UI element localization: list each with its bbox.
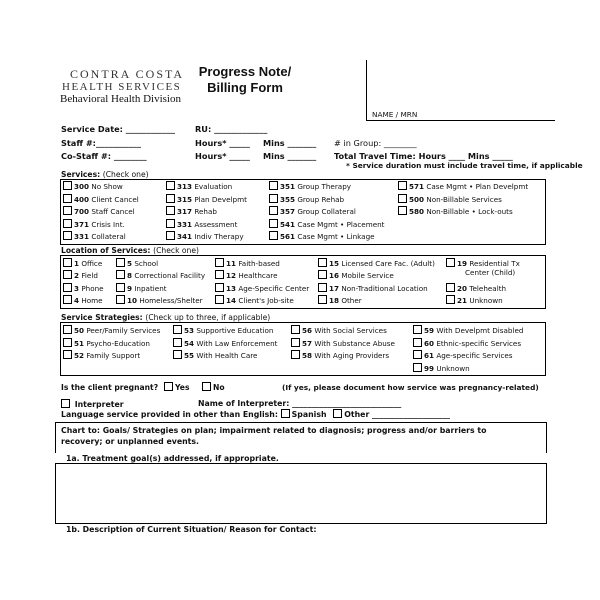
staff-field[interactable]: Staff #:___________ (61, 138, 141, 148)
location-label: Healthcare (238, 271, 278, 281)
service-label: No Show (91, 182, 123, 191)
strategy-checkbox-50[interactable] (63, 325, 72, 334)
service-label: Group Rehab (297, 194, 345, 204)
service-code: 571 (409, 182, 425, 191)
location-code: 4 (74, 295, 80, 305)
location-label: School (134, 259, 159, 268)
strategy-label: Unknown (436, 363, 470, 373)
service-code: 561 (280, 232, 296, 242)
location-checkbox-19[interactable] (446, 258, 455, 267)
travel-time-field[interactable]: Total Travel Time: Hours ____ Mins _____ (334, 151, 513, 161)
interpreter-option[interactable] (61, 399, 124, 409)
service-code: 331 (177, 219, 193, 229)
strategy-code: 51 (74, 338, 85, 348)
strategy-label: With Develpmt Disabled (436, 326, 524, 335)
duration-note: * Service duration must include travel time, if applicable (346, 161, 583, 170)
strategy-option-99[interactable] (413, 363, 470, 373)
pregnant-yes-label: Yes (175, 383, 190, 392)
service-checkbox-355[interactable] (269, 194, 278, 203)
location-code: 13 (226, 283, 237, 293)
location-checkbox-13[interactable] (215, 283, 224, 292)
service-label: Rehab (194, 207, 217, 217)
strategy-label: With Aging Providers (314, 351, 390, 360)
strategy-option-53[interactable] (173, 325, 273, 335)
location-option-19[interactable] (446, 258, 520, 268)
strategy-option-50[interactable] (63, 325, 160, 335)
location-checkbox-15[interactable] (318, 258, 327, 267)
location-option-14[interactable] (215, 295, 294, 305)
location-label: Homeless/Shelter (139, 295, 203, 305)
strategy-label: Ethnic-specific Services (436, 338, 522, 348)
current-situation-label: 1b. Description of Current Situation/ Reason for Contact: (66, 525, 317, 534)
ru-field[interactable]: RU: _____________ (195, 124, 268, 134)
service-checkbox-700[interactable] (63, 206, 72, 215)
service-label: Case Mgmt • Plan Develpmt (426, 182, 529, 191)
strategy-checkbox-51[interactable] (63, 338, 72, 347)
service-option-355[interactable] (269, 194, 344, 204)
strategy-code: 53 (184, 326, 195, 335)
mins-field-1[interactable]: Mins _______ (263, 138, 317, 148)
service-option-317[interactable] (166, 206, 217, 216)
location-code: 5 (127, 259, 133, 268)
service-code: 313 (177, 182, 193, 191)
treatment-goals-label: 1a. Treatment goal(s) addressed, if appropriate. (66, 454, 279, 463)
service-label: Group Collateral (297, 207, 356, 217)
location-option-17[interactable] (318, 283, 428, 293)
service-code: 351 (280, 182, 296, 191)
location-code: 12 (226, 271, 237, 281)
strategy-code: 58 (302, 351, 313, 360)
strategy-label: Age-specific Services (436, 351, 513, 360)
strategy-label: With Social Services (314, 326, 387, 335)
service-option-313[interactable] (166, 181, 232, 191)
service-option-315[interactable] (166, 194, 247, 204)
location-code: 18 (329, 295, 340, 305)
strategy-option-52[interactable] (63, 350, 140, 360)
location-code: 11 (226, 259, 237, 268)
location-option-5[interactable] (116, 258, 158, 268)
pregnant-yes-checkbox[interactable] (164, 382, 173, 391)
strategy-label: With Health Care (196, 351, 258, 360)
service-checkbox-331[interactable] (63, 231, 72, 240)
service-option-371[interactable] (63, 219, 125, 229)
division-name: Behavioral Health Division (60, 93, 181, 105)
location-19-label-line2: Center (Child) (465, 268, 516, 277)
service-option-341[interactable] (166, 231, 244, 241)
interpreter-name-field[interactable]: Name of Interpreter: ____________________________ (198, 399, 402, 408)
mins-field-2[interactable]: Mins _______ (263, 151, 317, 161)
service-label: Case Mgmt • Placement (297, 219, 385, 229)
location-checkbox-9[interactable] (116, 283, 125, 292)
strategy-label: Peer/Family Services (86, 326, 161, 335)
location-label: Residential Tx (469, 259, 520, 268)
service-option-541[interactable] (269, 219, 385, 229)
service-checkbox-580[interactable] (398, 206, 407, 215)
treatment-goals-textarea[interactable] (55, 463, 547, 524)
strategy-label: Family Support (86, 351, 141, 360)
service-code: 400 (74, 194, 90, 204)
service-option-700[interactable] (63, 206, 135, 216)
location-checkbox-17[interactable] (318, 283, 327, 292)
location-checkbox-18[interactable] (318, 295, 327, 304)
services-hint: (Check one) (102, 170, 149, 179)
service-code: 317 (177, 207, 193, 217)
interpreter-checkbox[interactable] (61, 399, 70, 408)
strategy-code: 52 (74, 351, 85, 360)
service-checkbox-500[interactable] (398, 194, 407, 203)
service-label: Indiv Therapy (194, 232, 244, 242)
strategy-checkbox-99[interactable] (413, 363, 422, 372)
service-checkbox-357[interactable] (269, 206, 278, 215)
location-option-15[interactable] (318, 258, 435, 268)
pregnant-note: (If yes, please document how service was pregnancy-related) (282, 383, 539, 392)
service-code: 355 (280, 194, 296, 204)
hours-field-1[interactable]: Hours* _____ (195, 138, 250, 148)
strategy-checkbox-59[interactable] (413, 325, 422, 334)
service-code: 700 (74, 207, 90, 217)
strategy-option-55[interactable] (173, 350, 257, 360)
service-code: 315 (177, 194, 193, 204)
strategy-option-54[interactable] (173, 338, 277, 348)
strategy-checkbox-60[interactable] (413, 338, 422, 347)
pregnant-no-label: No (213, 383, 225, 392)
location-checkbox-5[interactable] (116, 258, 125, 267)
service-checkbox-331[interactable] (166, 219, 175, 228)
service-label: Collateral (91, 232, 126, 242)
strategy-checkbox-56[interactable] (291, 325, 300, 334)
chart-intro-line2: recovery; or unplanned events. (61, 437, 199, 446)
location-label: Phone (81, 283, 104, 293)
location-option-9[interactable] (116, 283, 167, 293)
location-label: Field (81, 271, 98, 281)
location-option-3[interactable] (63, 283, 104, 293)
pregnant-question: Is the client pregnant? (61, 383, 159, 392)
strategy-option-56[interactable] (291, 325, 387, 335)
service-label: Staff Cancel (91, 207, 135, 217)
strategy-checkbox-55[interactable] (173, 350, 182, 359)
strategy-option-57[interactable] (291, 338, 395, 348)
strategy-label: With Law Enforcement (196, 338, 278, 348)
location-checkbox-14[interactable] (215, 295, 224, 304)
org-name-line1: CONTRA COSTA (70, 67, 185, 81)
strategies-hint: (Check up to three, if applicable) (145, 313, 271, 322)
location-checkbox-2[interactable] (63, 270, 72, 279)
service-code: 357 (280, 207, 296, 217)
service-code: 341 (177, 232, 193, 242)
strategy-option-59[interactable] (413, 325, 523, 335)
location-checkbox-16[interactable] (318, 270, 327, 279)
strategy-label: With Substance Abuse (314, 338, 395, 348)
location-option-18[interactable] (318, 295, 362, 305)
language-row (61, 409, 450, 419)
pregnant-no-checkbox[interactable] (202, 382, 211, 391)
location-option-12[interactable] (215, 270, 278, 280)
strategy-code: 57 (302, 338, 313, 348)
location-label: Correctional Facility (134, 271, 206, 281)
location-option-13[interactable] (215, 283, 309, 293)
service-checkbox-315[interactable] (166, 194, 175, 203)
location-code: 15 (329, 259, 340, 268)
location-checkbox-10[interactable] (116, 295, 125, 304)
service-label: Client Cancel (91, 194, 139, 204)
strategy-checkbox-53[interactable] (173, 325, 182, 334)
service-label: Crisis Int. (91, 219, 125, 229)
location-checkbox-8[interactable] (116, 270, 125, 279)
service-option-580[interactable] (398, 206, 513, 216)
location-label: Mobile Service (341, 271, 394, 281)
location-checkbox-21[interactable] (446, 295, 455, 304)
location-label: Unknown (469, 295, 503, 305)
language-label: Language service provided in other than English: (61, 410, 278, 419)
strategy-code: 54 (184, 338, 195, 348)
location-code: 14 (226, 295, 237, 305)
costaff-field[interactable]: Co-Staff #: ________ (61, 151, 147, 161)
service-label: Group Therapy (297, 182, 352, 191)
service-option-331[interactable] (63, 231, 126, 241)
location-hint: (Check one) (153, 246, 199, 255)
service-checkbox-313[interactable] (166, 181, 175, 190)
location-code: 8 (127, 271, 133, 281)
strategy-checkbox-61[interactable] (413, 350, 422, 359)
service-checkbox-341[interactable] (166, 231, 175, 240)
strategy-checkbox-54[interactable] (173, 338, 182, 347)
strategy-option-61[interactable] (413, 350, 513, 360)
location-checkbox-12[interactable] (215, 270, 224, 279)
location-checkbox-3[interactable] (63, 283, 72, 292)
service-code: 541 (280, 219, 296, 229)
location-label: Location of Services: (61, 246, 151, 255)
hours-field-2[interactable]: Hours* _____ (195, 151, 250, 161)
service-label: Evaluation (194, 182, 233, 191)
service-date-field[interactable]: Service Date: ____________ (61, 124, 175, 134)
service-checkbox-400[interactable] (63, 194, 72, 203)
service-checkbox-541[interactable] (269, 219, 278, 228)
location-code: 10 (127, 295, 138, 305)
location-checkbox-20[interactable] (446, 283, 455, 292)
strategy-option-60[interactable] (413, 338, 521, 348)
service-option-300[interactable] (63, 181, 123, 191)
service-code: 580 (409, 207, 425, 217)
service-checkbox-371[interactable] (63, 219, 72, 228)
location-code: 9 (127, 283, 133, 293)
location-option-8[interactable] (116, 270, 205, 280)
location-code: 17 (329, 283, 340, 293)
strategy-code: 59 (424, 326, 435, 335)
strategy-checkbox-58[interactable] (291, 350, 300, 359)
strategy-code: 99 (424, 363, 435, 373)
services-label: Services: (61, 170, 101, 179)
service-checkbox-351[interactable] (269, 181, 278, 190)
form-title-line2: Billing Form (207, 80, 283, 95)
service-label: Non-Billable • Lock-outs (426, 207, 513, 217)
location-option-1[interactable] (63, 258, 102, 268)
strategy-label: Supportive Education (196, 326, 274, 335)
location-label: Non-Traditional Location (341, 283, 428, 293)
name-mrn-label: NAME / MRN (372, 110, 418, 119)
strategy-code: 61 (424, 351, 435, 360)
strategy-checkbox-57[interactable] (291, 338, 300, 347)
strategy-code: 50 (74, 326, 85, 335)
service-label: Assessment (194, 219, 238, 229)
service-code: 300 (74, 182, 90, 191)
chart-intro-line1: Chart to: Goals/ Strategies on plan; impairment related to diagnosis; progress and/or barriers to (61, 426, 487, 435)
pregnant-yes[interactable] (164, 382, 189, 392)
strategy-option-51[interactable] (63, 338, 150, 348)
service-code: 500 (409, 194, 425, 204)
location-code: 1 (74, 259, 80, 268)
location-label: Inpatient (134, 283, 167, 293)
location-label: Age-Specific Center (238, 283, 310, 293)
location-code: 21 (457, 295, 468, 305)
group-count-field[interactable]: # in Group: ________ (334, 138, 417, 148)
strategies-label: Service Strategies: (61, 313, 143, 322)
location-checkbox-1[interactable] (63, 258, 72, 267)
location-label: Office (81, 259, 103, 268)
service-label: Non-Billable Services (426, 194, 502, 204)
pregnant-no[interactable] (202, 382, 225, 392)
spanish-checkbox[interactable] (281, 409, 290, 418)
service-option-357[interactable] (269, 206, 356, 216)
service-code: 371 (74, 219, 90, 229)
location-option-20[interactable] (446, 283, 506, 293)
other-language-checkbox[interactable] (333, 409, 342, 418)
location-checkbox-4[interactable] (63, 295, 72, 304)
location-checkbox-11[interactable] (215, 258, 224, 267)
strategy-checkbox-52[interactable] (63, 350, 72, 359)
location-code: 2 (74, 271, 80, 281)
strategy-label: Psycho-Education (86, 338, 150, 348)
location-label: Licensed Care Fac. (Adult) (341, 259, 435, 268)
location-code: 3 (74, 283, 80, 293)
service-option-561[interactable] (269, 231, 375, 241)
location-option-10[interactable] (116, 295, 203, 305)
location-option-21[interactable] (446, 295, 503, 305)
strategy-option-58[interactable] (291, 350, 389, 360)
location-option-2[interactable] (63, 270, 98, 280)
strategy-code: 55 (184, 351, 195, 360)
interpreter-label: Interpreter (74, 400, 124, 409)
location-option-11[interactable] (215, 258, 280, 268)
org-name-line2: HEALTH SERVICES (62, 81, 182, 93)
service-checkbox-317[interactable] (166, 206, 175, 215)
location-option-4[interactable] (63, 295, 103, 305)
service-option-331[interactable] (166, 219, 237, 229)
location-option-16[interactable] (318, 270, 394, 280)
strategy-code: 60 (424, 338, 435, 348)
location-label: Client's Job-site (238, 295, 294, 305)
service-checkbox-561[interactable] (269, 231, 278, 240)
location-label: Faith-based (238, 259, 280, 268)
service-label: Plan Develpmt (194, 194, 247, 204)
location-code: 16 (329, 271, 340, 281)
service-code: 331 (74, 232, 90, 242)
form-title-line1: Progress Note/ (198, 64, 292, 79)
service-label: Case Mgmt • Linkage (297, 232, 375, 242)
strategy-code: 56 (302, 326, 313, 335)
location-label: Home (81, 295, 103, 305)
service-option-571[interactable] (398, 181, 528, 191)
other-language-field[interactable]: Other ____________________ (344, 410, 450, 419)
service-option-351[interactable] (269, 181, 351, 191)
spanish-label: Spanish (291, 410, 327, 419)
service-checkbox-571[interactable] (398, 181, 407, 190)
service-checkbox-300[interactable] (63, 181, 72, 190)
service-option-400[interactable] (63, 194, 139, 204)
location-label: Telehealth (469, 283, 507, 293)
service-option-500[interactable] (398, 194, 502, 204)
location-code: 19 (457, 259, 468, 268)
location-label: Other (341, 295, 362, 305)
location-code: 20 (457, 283, 468, 293)
